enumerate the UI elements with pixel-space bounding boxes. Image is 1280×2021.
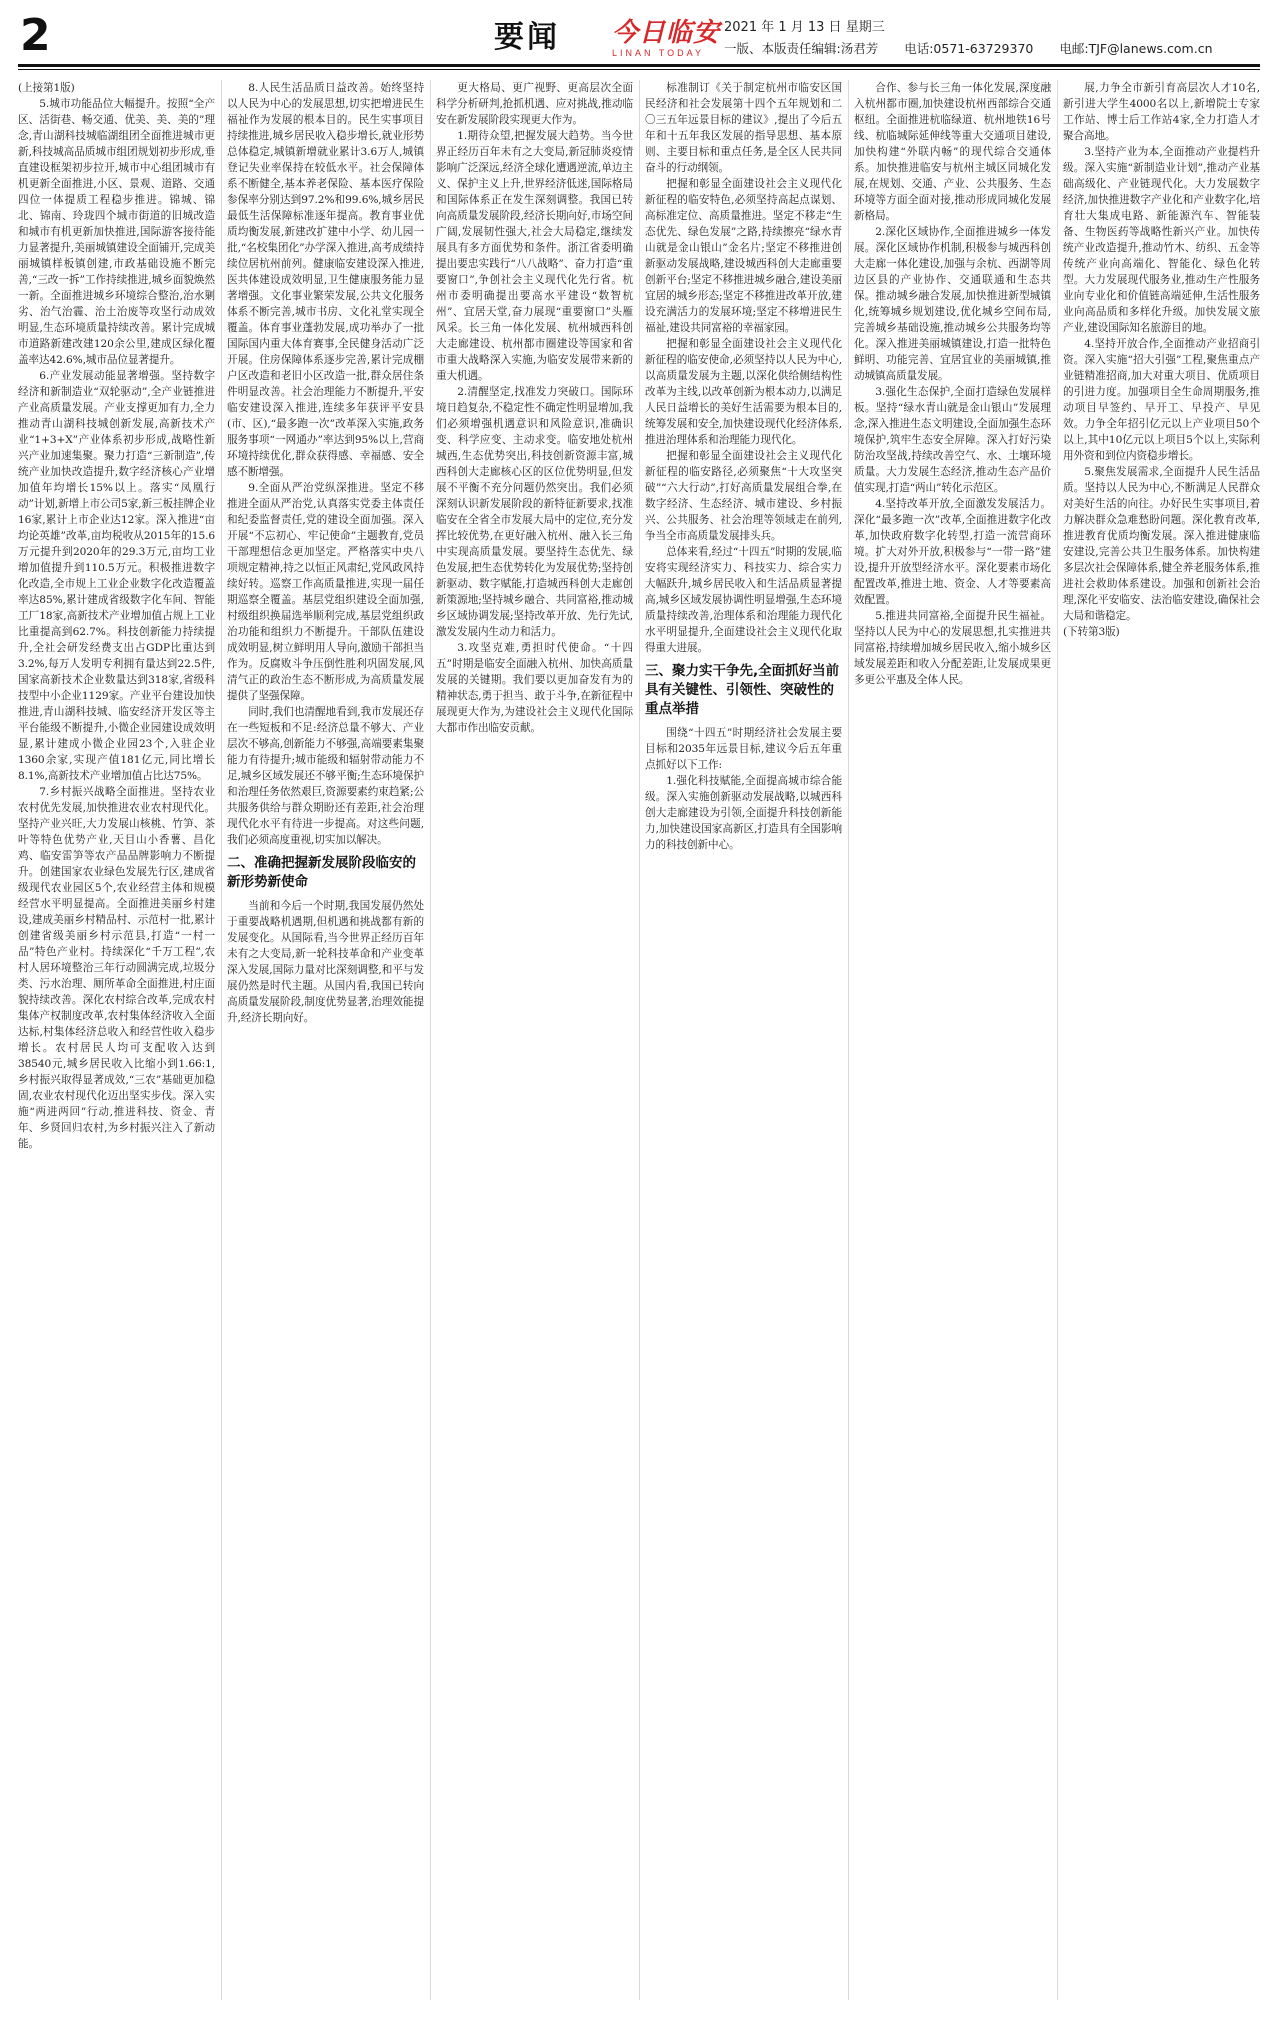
article-paragraph: 2.深化区域协作,全面推进城乡一体发展。深化区域协作机制,积极参与城西科创大走廊一体化建设,加强与余杭、西湖等周边区县的产业协作、交通联通和生态共保。推动城乡融合发展,加快推进新型城镇化,统筹城乡规划建设,优化城乡空间布局,完善城乡基础设施,推动城乡公共服务均等化。深入推进美丽城镇建设,打造一批特色鲜明、功能完善、宜居宜业的美丽城镇,推动城镇高质量发展。	[854, 226, 1051, 382]
brand-name: 今日临安	[612, 18, 721, 48]
article-paragraph: 标准制订《关于制定杭州市临安区国民经济和社会发展第十四个五年规划和二〇三五年远景目标的建议》,提出了今后五年和十五年我区发展的指导思想、基本原则、主要目标和重点任务,是全区人民共同奋斗的行动纲领。	[645, 82, 842, 174]
article-paragraph: 6.产业发展动能显著增强。坚持数字经济和新制造业“双轮驱动”,全产业链推进产业高质量发展。产业支撑更加有力,全力推动青山湖科技城创新发展,高新技术产业“1+3+X”产业体系初步形成,战略性新兴产业加速集聚。聚力打造“三新制造”,传统产业加快改造提升,数字经济核心产业增加值年均增长15%以上。落实“凤凰行动”计划,新增上市公司5家,新三板挂牌企业16家,累计上市企业达12家。深入推进“亩均论英雄”改革,亩均税收从2015年的15.6万元提升到2020年的29.3万元,亩均工业增加值提升到110.5万元。积极推进数字化改造,全市规上工业企业数字化改造覆盖率达85%,累计建成省级数字化车间、智能工厂18家,高新技术产业增加值占规上工业比重提高到62.7%。科技创新能力持续提升,全社会研发经费支出占GDP比重达到3.2%,每万人发明专利拥有量达到22.5件,国家高新技术企业数量达到318家,省级科技型中小企业1129家。产业平台建设加快推进,青山湖科技城、临安经济开发区等主平台能级不断提升,小微企业园建设成效明显,累计建成小微企业园23个,入驻企业1360余家,实现产值181亿元,同比增长8.1%,高新技术产业增加值占比达75%。	[18, 370, 215, 782]
page-number: 2	[20, 10, 51, 61]
column-divider	[639, 80, 640, 2000]
column-divider	[430, 80, 431, 2000]
header-rule-thin	[18, 69, 1260, 70]
article-column-3	[436, 80, 633, 2002]
article-column-5	[854, 80, 1051, 2002]
article-paragraph: 3.攻坚克难,勇担时代使命。“十四五”时期是临安全面融入杭州、加快高质量发展的关键期。我们要以更加奋发有为的精神状态,勇于担当、敢于斗争,在新征程中展现更大作为,为建设社会主义现代化国际大都市作出临安贡献。	[436, 642, 633, 734]
editor-phone: 电话:0571-63729370	[904, 41, 1034, 56]
article-paragraph: 4.坚持开放合作,全面推动产业招商引资。深入实施“招大引强”工程,聚焦重点产业链精准招商,加大对重大项目、优质项目的引进力度。加强项目全生命周期服务,推动项目早签约、早开工、早投产、早见效。力争全年招引亿元以上产业项目50个以上,其中10亿元以上项目5个以上,实际利用外资和到位内资稳步增长。	[1063, 338, 1260, 462]
editor-email: 电邮:TJF@lanews.com.cn	[1059, 41, 1213, 56]
article-paragraph: 3.强化生态保护,全面打造绿色发展样板。坚持“绿水青山就是金山银山”发展理念,深入推进生态文明建设,全面加强生态环境保护,筑牢生态安全屏障。深入打好污染防治攻坚战,持续改善空气、水、土壤环境质量。大力发展生态经济,推动生态产品价值实现,打造“两山”转化示范区。	[854, 386, 1051, 494]
page-header	[18, 10, 1260, 61]
article-paragraph: 展,力争全市新引育高层次人才10名,新引进大学生4000名以上,新增院士专家工作站、博士后工作站4家,全力打造人才聚合高地。	[1063, 82, 1260, 142]
article-column-4	[645, 80, 842, 2002]
article-paragraph: (上接第1版)	[18, 82, 75, 94]
article-paragraph: 5.推进共同富裕,全面提升民生福祉。坚持以人民为中心的发展思想,扎实推进共同富裕,持续增加城乡居民收入,缩小城乡区域发展差距和收入分配差距,让发展成果更多更公平惠及全体人民。	[854, 610, 1051, 686]
article-paragraph: 把握和彰显全面建设社会主义现代化新征程的临安使命,必须坚持以人民为中心,以高质量发展为主题,以深化供给侧结构性改革为主线,以改革创新为根本动力,以满足人民日益增长的美好生活需要为根本目的,统筹发展和安全,加快建设现代化经济体系,推进治理体系和治理能力现代化。	[645, 338, 842, 446]
article-paragraph: 3.坚持产业为本,全面推动产业提档升级。深入实施“新制造业计划”,推动产业基础高级化、产业链现代化。大力发展数字经济,加快推进数字产业化和产业数字化,培育壮大集成电路、新能源汽车、智能装备、生物医药等战略性新兴产业。加快传统产业改造提升,推动竹木、纺织、五金等传统产业向高端化、智能化、绿色化转型。大力发展现代服务业,推动生产性服务业向专业化和价值链高端延伸,生活性服务业向高品质和多样化升级。加快发展文旅产业,建设国际知名旅游目的地。	[1063, 146, 1260, 334]
section-title: 要闻	[494, 20, 560, 55]
article-paragraph: 总体来看,经过“十四五”时期的发展,临安将实现经济实力、科技实力、综合实力大幅跃升,城乡居民收入和生活品质显著提高,城乡区域发展协调性明显增强,生态环境质量持续改善,治理体系和治理能力现代化水平明显提升,全面建设社会主义现代化取得重大进展。	[645, 546, 842, 654]
editor-info	[724, 40, 1235, 58]
brand-name-en: LINAN TODAY	[612, 48, 705, 58]
column-divider	[221, 80, 222, 2000]
article-paragraph: 围绕“十四五”时期经济社会发展主要目标和2035年远景目标,建议今后五年重点抓好以下工作:	[645, 727, 842, 771]
article-column-1	[18, 80, 215, 2002]
column-divider	[1057, 80, 1058, 2000]
article-paragraph: 7.乡村振兴战略全面推进。坚持农业农村优先发展,加快推进农业农村现代化。坚持产业兴旺,大力发展山核桃、竹笋、茶叶等特色优势产业,天目山小香薯、昌化鸡、临安雷笋等农产品品牌影响力不断提升。创建国家农业绿色发展先行区,建成省级现代农业园区5个,农业经营主体和规模经营水平明显提高。全面推进美丽乡村建设,建成美丽乡村精品村、示范村一批,累计创建省级美丽乡村示范县,打造“一村一品”特色产业村。持续深化“千万工程”,农村人居环境整治三年行动圆满完成,垃圾分类、污水治理、厕所革命全面推进,村庄面貌持续改善。深化农村综合改革,完成农村集体产权制度改革,农村集体经济收入全面达标,村集体经济总收入和经营性收入稳步增长。农村居民人均可支配收入达到38540元,城乡居民收入比缩小到1.66:1,乡村振兴取得显著成效,“三农”基础更加稳固,农业农村现代化迈出坚实步伐。深入实施“两进两回”行动,推进科技、资金、青年、乡贤回归农村,为乡村振兴注入了新动能。	[18, 786, 215, 1150]
article-paragraph: 2.清醒坚定,找准发力突破口。国际环境日趋复杂,不稳定性不确定性明显增加,我们必须增强机遇意识和风险意识,准确识变、科学应变、主动求变。临安地处杭州城西,生态优势突出,科技创新资源丰富,城西科创大走廊核心区的区位优势明显,但发展不平衡不充分问题仍然突出。我们必须深刻认识新发展阶段的新特征新要求,找准临安在全省全市发展大局中的定位,充分发挥比较优势,在更好融入杭州、融入长三角中实现高质量发展。要坚持生态优先、绿色发展,把生态优势转化为发展优势;坚持创新驱动、数字赋能,打造城西科创大走廊创新策源地;坚持城乡融合、共同富裕,推动城乡区域协调发展;坚持改革开放、先行先试,激发发展内生动力和活力。	[436, 386, 633, 638]
article-paragraph: 1.期待众望,把握发展大趋势。当今世界正经历百年未有之大变局,新冠肺炎疫情影响广泛深远,经济全球化遭遇逆流,单边主义、保护主义上升,世界经济低迷,国际格局和国际体系正在发生深刻调整。我国已转向高质量发展阶段,经济长期向好,市场空间广阔,发展韧性强大,社会大局稳定,继续发展具有多方面优势和条件。浙江省委明确提出要忠实践行“八八战略”、奋力打造“重要窗口”,争创社会主义现代化先行省。杭州市委明确提出要高水平建设“数智杭州”、宜居天堂,奋力展现“重要窗口”头雁风采。长三角一体化发展、杭州城西科创大走廊建设、杭州都市圈建设等国家和省市重大战略深入实施,为临安发展带来新的重大机遇。	[436, 130, 633, 382]
article-paragraph: 同时,我们也清醒地看到,我市发展还存在一些短板和不足:经济总量不够大、产业层次不够高,创新能力不够强,高端要素集聚能力有待提升;城市能级和辐射带动能力不足,城乡区域发展还不够平衡;生态环境保护和治理任务依然艰巨,资源要素约束趋紧;公共服务供给与群众期盼还有差距,社会治理现代化水平有待进一步提高。对这些问题,我们必须高度重视,切实加以解决。	[227, 706, 424, 846]
article-paragraph: 把握和彰显全面建设社会主义现代化新征程的临安特色,必须坚持高起点谋划、高标准定位、高质量推进。坚定不移走“生态优先、绿色发展”之路,持续擦亮“绿水青山就是金山银山”金名片;坚定不移推进创新驱动发展战略,建设城西科创大走廊重要创新平台;坚定不移推进城乡融合,建设美丽宜居的城乡形态;坚定不移推进改革开放,建设充满活力的发展环境;坚定不移增进民生福祉,建设共同富裕的幸福家园。	[645, 178, 842, 334]
article-paragraph: (下转第3版)	[1063, 626, 1120, 638]
article-paragraph: 5.聚焦发展需求,全面提升人民生活品质。坚持以人民为中心,不断满足人民群众对美好生活的向往。办好民生实事项目,着力解决群众急难愁盼问题。深化教育改革,推进教育优质均衡发展。深入推进健康临安建设,完善公共卫生服务体系。加快构建多层次社会保障体系,健全养老服务体系,推进社会救助体系建设。加强和创新社会治理,深化平安临安、法治临安建设,确保社会大局和谐稳定。	[1063, 466, 1260, 622]
brand-logo	[612, 18, 721, 58]
article-paragraph: 1.强化科技赋能,全面提高城市综合能级。深入实施创新驱动发展战略,以城西科创大走廊建设为引领,全面提升科技创新能力,加快建设国家高新区,打造具有全国影响力的科技创新中心。	[645, 775, 842, 851]
article-paragraph: 合作、参与长三角一体化发展,深度融入杭州都市圈,加快建设杭州西部综合交通枢纽。全面推进杭临绿道、杭州地铁16号线、杭临城际延伸线等重大交通项目建设,加快构建“外联内畅”的现代综合交通体系。加快推进临安与杭州主城区同城化发展,在规划、交通、产业、公共服务、生态环境等方面全面对接,推动形成同城化发展新格局。	[854, 82, 1051, 222]
editor-name: 一版、本版责任编辑:汤君芳	[724, 41, 879, 56]
section-heading: 三、聚力实干争先,全面抓好当前具有关键性、引领性、突破性的重点举措	[645, 663, 840, 717]
article-paragraph: 8.人民生活品质日益改善。始终坚持以人民为中心的发展思想,切实把增进民生福祉作为发展的根本目的。民生实事项目持续推进,城乡居民收入稳步增长,就业形势总体稳定,城镇新增就业累计3.6万人,城镇登记失业率保持在较低水平。社会保障体系不断健全,基本养老保险、基本医疗保险参保率分别达到97.2%和99.6%,城乡居民最低生活保障标准逐年提高。教育事业优质均衡发展,新建改扩建中小学、幼儿园一批,“名校集团化”办学深入推进,高考成绩持续位居杭州前列。健康临安建设深入推进,医共体建设成效明显,卫生健康服务能力显著增强。文化事业繁荣发展,公共文化服务体系不断完善,城市书房、文化礼堂实现全覆盖。体育事业蓬勃发展,成功举办了一批国际国内重大体育赛事,全民健身活动广泛开展。住房保障体系逐步完善,累计完成棚户区改造和老旧小区改造一批,群众居住条件明显改善。社会治理能力不断提升,平安临安建设深入推进,连续多年获评平安县(市、区),“最多跑一次”改革深入实施,政务服务事项“一网通办”率达到95%以上,营商环境持续优化,群众获得感、幸福感、安全感不断增强。	[227, 82, 424, 478]
section-heading: 二、准确把握新发展阶段临安的新形势新使命	[227, 855, 416, 890]
article-paragraph: 5.城市功能品位大幅提升。按照“全产区、活街巷、畅交通、优美、美、美的”理念,青山湖科技城临湖组团全面推进城市更新,科技城高品质城市组团规划初步形成,垂直建设框架初步拉开,城市中心组团城市有机更新全面推进,小区、景观、道路、交通四位一体提质工程稳步推进。锦城、锦北、锦南、玲珑四个城市街道的旧城改造和城市有机更新加快推进,国际游客接待能力显著提升,美丽城镇建设全面铺开,完成美丽城镇样板镇创建,市政基础设施不断完善,“三改一拆”工作持续推进,城乡面貌焕然一新。全面推进城乡环境综合整治,治水剿劣、治气治霾、治土治废等攻坚行动成效明显,生态环境质量持续改善。累计完成城市道路新建改建120余公里,建成区绿化覆盖率达42.6%,城市品位显著提升。	[18, 98, 215, 366]
article-paragraph: 当前和今后一个时期,我国发展仍然处于重要战略机遇期,但机遇和挑战都有新的发展变化。从国际看,当今世界正经历百年未有之大变局,新一轮科技革命和产业变革深入发展,国际力量对比深刻调整,和平与发展仍然是时代主题。从国内看,我国已转向高质量发展阶段,制度优势显著,治理效能提升,经济长期向好。	[227, 900, 424, 1024]
issue-date: 2021 年 1 月 13 日 星期三	[724, 20, 885, 35]
article-paragraph: 4.坚持改革开放,全面激发发展活力。深化“最多跑一次”改革,全面推进数字化改革,加快政府数字化转型,打造一流营商环境。扩大对外开放,积极参与“一带一路”建设,提升开放型经济水平。深化要素市场化配置改革,推进土地、资金、人才等要素高效配置。	[854, 498, 1051, 606]
article-paragraph: 更大格局、更广视野、更高层次全面科学分析研判,抢抓机遇、应对挑战,推动临安在新发展阶段实现更大作为。	[436, 82, 633, 126]
article-paragraph: 9.全面从严治党纵深推进。坚定不移推进全面从严治党,认真落实党委主体责任和纪委监督责任,党的建设全面加强。深入开展“不忘初心、牢记使命”主题教育,党员干部理想信念更加坚定。严格落实中央八项规定精神,持之以恒正风肃纪,党风政风持续好转。巡察工作高质量推进,实现一届任期巡察全覆盖。基层党组织建设全面加强,村级组织换届选举顺利完成,基层党组织政治功能和组织力不断提升。干部队伍建设成效明显,树立鲜明用人导向,激励干部担当作为。反腐败斗争压倒性胜利巩固发展,风清气正的政治生态不断形成,为高质量发展提供了坚强保障。	[227, 482, 424, 702]
column-divider	[848, 80, 849, 2000]
article-column-6	[1063, 80, 1260, 2002]
article-paragraph: 把握和彰显全面建设社会主义现代化新征程的临安路径,必须聚焦“十大攻坚突破”“六大行动”,打好高质量发展组合拳,在数字经济、生态经济、城市建设、乡村振兴、公共服务、社会治理等领域走在前列,争当全市高质量发展排头兵。	[645, 450, 842, 542]
header-rule	[18, 64, 1260, 67]
article-column-2	[227, 80, 424, 2002]
